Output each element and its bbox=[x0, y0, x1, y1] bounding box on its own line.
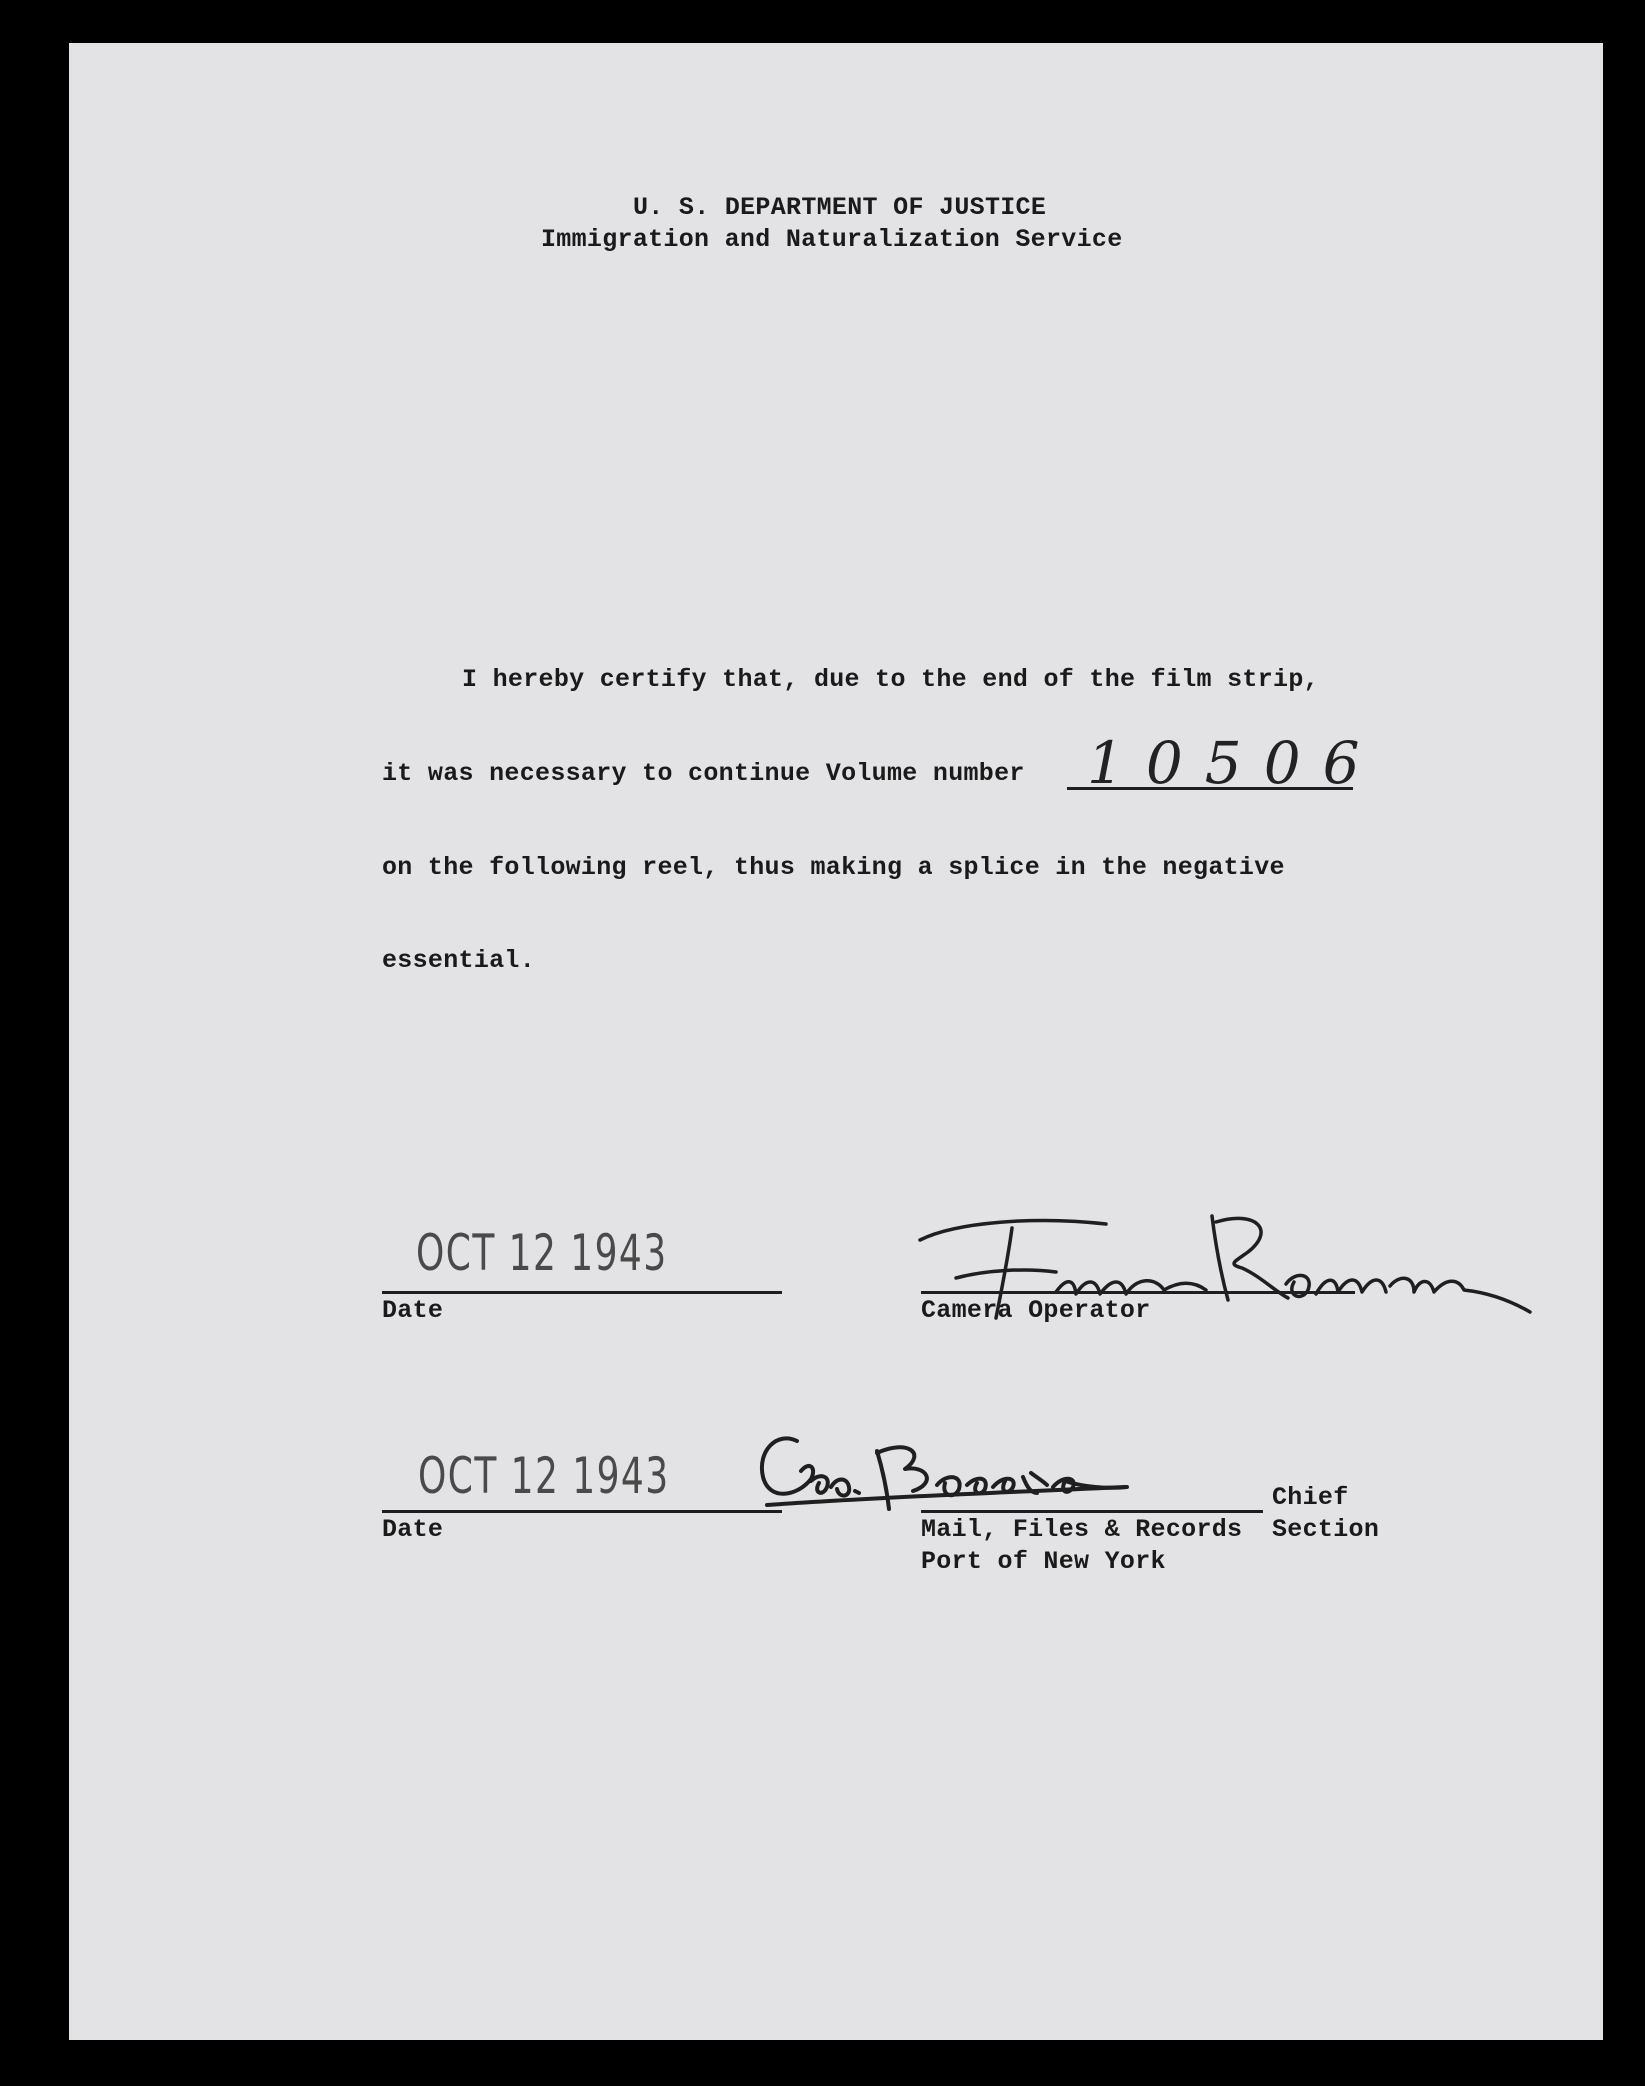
document-page bbox=[69, 43, 1603, 2040]
camera-operator-label: Camera Operator bbox=[921, 1296, 1151, 1325]
certification-line-4: essential. bbox=[382, 946, 536, 975]
date-label-2: Date bbox=[382, 1515, 444, 1544]
certification-line-2: it was necessary to continue Volume number bbox=[382, 759, 1025, 788]
date-line-1 bbox=[382, 1291, 782, 1294]
department-title: U. S. DEPARTMENT OF JUSTICE bbox=[633, 193, 1047, 222]
certification-line-3: on the following reel, thus making a splice in the negative bbox=[382, 853, 1285, 882]
certification-line-1: I hereby certify that, due to the end of the film strip, bbox=[462, 665, 1319, 694]
mail-files-records-label: Mail, Files & Records bbox=[921, 1515, 1243, 1544]
camera-operator-signature bbox=[916, 1208, 1616, 1328]
port-of-new-york-label: Port of New York bbox=[921, 1547, 1166, 1576]
section-label: Section bbox=[1272, 1515, 1380, 1544]
chief-label: Chief bbox=[1272, 1483, 1349, 1512]
date-stamp-1: OCT 12 1943 bbox=[416, 1224, 668, 1282]
volume-number-handwritten: 10506 bbox=[1087, 729, 1382, 797]
date-stamp-2: OCT 12 1943 bbox=[418, 1447, 670, 1505]
date-line-2 bbox=[382, 1510, 782, 1513]
date-label-1: Date bbox=[382, 1296, 444, 1325]
service-subtitle: Immigration and Naturalization Service bbox=[541, 225, 1123, 254]
